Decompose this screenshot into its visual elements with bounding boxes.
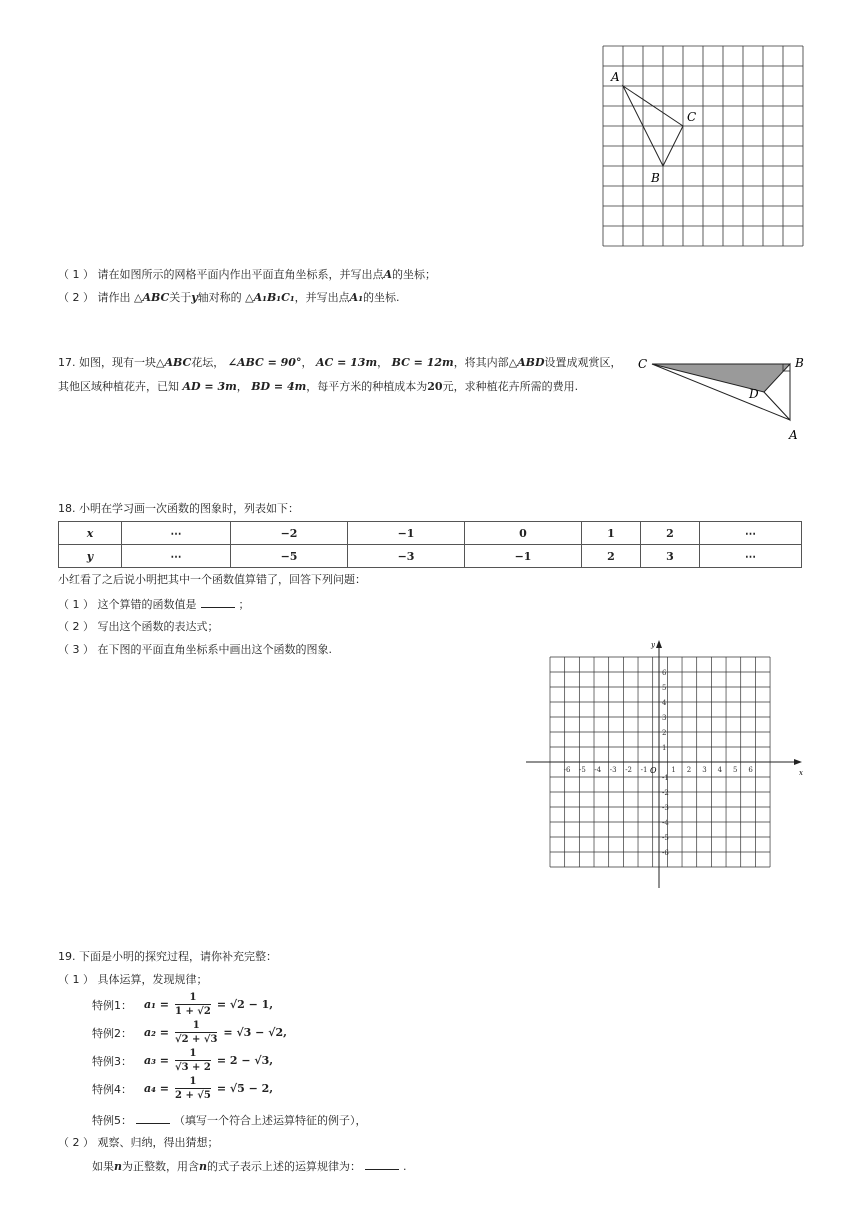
x-tick-label: -2 [625, 766, 633, 774]
answer-blank[interactable] [201, 597, 235, 608]
y-tick-label: 1 [662, 744, 667, 752]
label-c: C [638, 357, 648, 371]
y-tick-label: 5 [662, 684, 667, 692]
q16-grid-figure [600, 44, 808, 250]
x-tick-label: -5 [579, 766, 586, 774]
q19-title: 19. 下面是小明的探究过程，请你补充完整： [58, 950, 277, 963]
q18-part3: （ 3 ） 在下图的平面直角坐标系中画出这个函数的图象. [58, 643, 332, 656]
y-tick-label: 2 [662, 729, 667, 737]
table-row-x: x ⋯ −2 −1 0 1 2 ⋯ [59, 522, 802, 545]
x-axis-arrow [794, 759, 802, 765]
label-a: A [611, 70, 620, 84]
q18-intro: 小红看了之后说小明把其中一个函数值算错了，回答下列问题： [58, 573, 366, 586]
label-d: D [749, 387, 759, 401]
q18-part2: （ 2 ） 写出这个函数的表达式； [58, 620, 219, 633]
x-tick-label: 3 [702, 766, 707, 774]
q19-part1: （ 1 ） 具体运算，发现规律； [58, 973, 208, 986]
y-tick-label: -3 [662, 804, 669, 812]
y-tick-label: -4 [662, 819, 669, 827]
y-tick-label: -5 [662, 834, 669, 842]
fraction-3: $\frac{1}{√3 + 2}$ [175, 1048, 211, 1073]
coordinate-plane [520, 636, 810, 896]
example-4: 特例4： a₄ = $\frac{1}{2 + √5}$ = √5 − 2, [92, 1076, 274, 1101]
table-row-y: y ⋯ −5 −3 −1 2 3 ⋯ [59, 545, 802, 568]
q19-part2-rule: 如果n为正整数，用含n的式子表示上述的运算规律为： . [92, 1160, 407, 1173]
y-axis-label: y [651, 641, 655, 649]
y-tick-label: 3 [662, 714, 667, 722]
x-tick-label: -1 [640, 766, 648, 774]
example-1: 特例1： a₁ = $\frac{1}{1 + √2}$ = √2 − 1, [92, 992, 274, 1017]
x-tick-label: 4 [717, 766, 723, 774]
label-c: C [687, 110, 697, 124]
q18-title: 18. 小明在学习画一次函数的图象时，列表如下： [58, 502, 299, 515]
value-table [58, 521, 802, 568]
example-2: 特例2： a₂ = $\frac{1}{√2 + √3}$ = √3 − √2, [92, 1020, 287, 1045]
fraction-4: $\frac{1}{2 + √5}$ [175, 1076, 211, 1101]
y-axis-arrow [656, 640, 662, 648]
q18-part1: （ 1 ） 这个算错的函数值是 ； [58, 598, 250, 611]
x-tick-label: -6 [563, 766, 571, 774]
x-tick-label: 5 [733, 766, 738, 774]
answer-blank[interactable] [365, 1159, 399, 1170]
q19-part2: （ 2 ） 观察、归纳，得出猜想； [58, 1136, 219, 1149]
x-tick-label: -4 [594, 766, 602, 774]
example-5: 特例5： （填写一个符合上述运算特征的例子）， [92, 1114, 367, 1127]
y-tick-label: -6 [662, 849, 669, 857]
answer-blank[interactable] [136, 1113, 170, 1124]
x-tick-label: 2 [686, 766, 692, 774]
fraction-2: $\frac{1}{√2 + √3}$ [175, 1020, 218, 1045]
q17-line2: 其他区域种植花卉，已知 AD = 3m， BD = 4m，每平方米的种植成本为20元，求种植花卉所需的费用. [58, 380, 579, 393]
label-a: A [789, 428, 798, 442]
example-3: 特例3： a₃ = $\frac{1}{√3 + 2}$ = 2 − √3, [92, 1048, 274, 1073]
y-tick-label: 6 [662, 669, 667, 677]
fraction-1: $\frac{1}{1 + √2}$ [175, 992, 211, 1017]
y-tick-label: -1 [662, 774, 669, 782]
q17-line1: 17. 如图，现有一块△ABC花坛， ∠ABC = 90°， AC = 13m， BC = 12m，将其内部△ABD设置成观赏区， [58, 356, 622, 369]
q16-part1: （ 1 ） 请在如图所示的网格平面内作出平面直角坐标系，并写出点A的坐标； [58, 268, 437, 281]
label-b: B [795, 356, 804, 370]
x-tick-label: -3 [609, 766, 617, 774]
origin-label: O [650, 766, 657, 775]
label-b: B [651, 171, 660, 185]
y-tick-label: 4 [662, 699, 667, 707]
x-tick-label: 6 [748, 766, 753, 774]
x-axis-label: x [799, 769, 803, 777]
x-tick-label: 1 [671, 766, 676, 774]
q16-part2: （ 2 ） 请作出 △ABC关于y轴对称的 △A₁B₁C₁，并写出点A₁的坐标. [58, 291, 400, 304]
q17-triangle-figure [630, 350, 810, 445]
y-tick-label: -2 [662, 789, 669, 797]
